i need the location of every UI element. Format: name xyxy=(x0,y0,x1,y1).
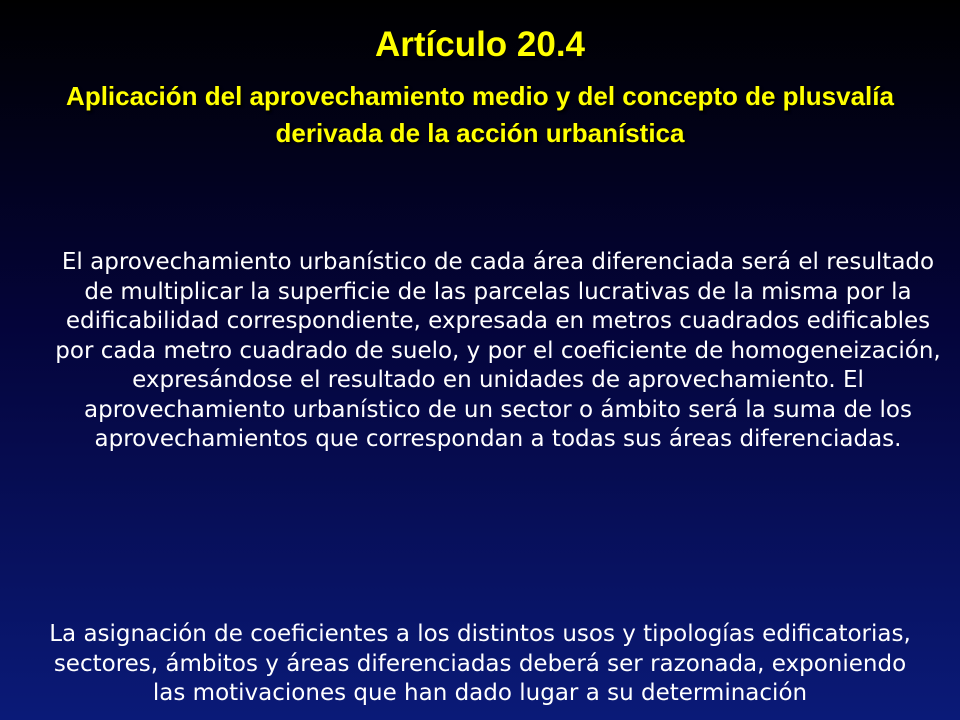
slide-title: Artículo 20.4 xyxy=(374,25,586,64)
body-paragraph-2: La asignación de coeficientes a los distintos usos y tipologías edificatorias, sectores, ámbitos y áreas diferenciadas deberá ser razonada, exponiendo las motivaciones que han dado lugar a su determinación xyxy=(49,621,911,706)
slide-subtitle: Aplicación del aprovechamiento medio y del concepto de plusvalía derivada de la acción urbanística xyxy=(66,81,894,149)
body-paragraph-1: El aprovechamiento urbanístico de cada área diferenciada será el resultado de multiplicar la superficie de las parcelas lucrativas de la misma por la edificabilidad correspondiente, expresada en metros cuadrados edificables por cada metro cuadrado de suelo, y por el coeficiente de homogeneización, expresándose el resultado en unidades de aprovechamiento. El aprovechamiento urbanístico de un sector o ámbito será la suma de los aprovechamientos que correspondan a todas sus áreas diferenciadas. xyxy=(55,249,941,452)
